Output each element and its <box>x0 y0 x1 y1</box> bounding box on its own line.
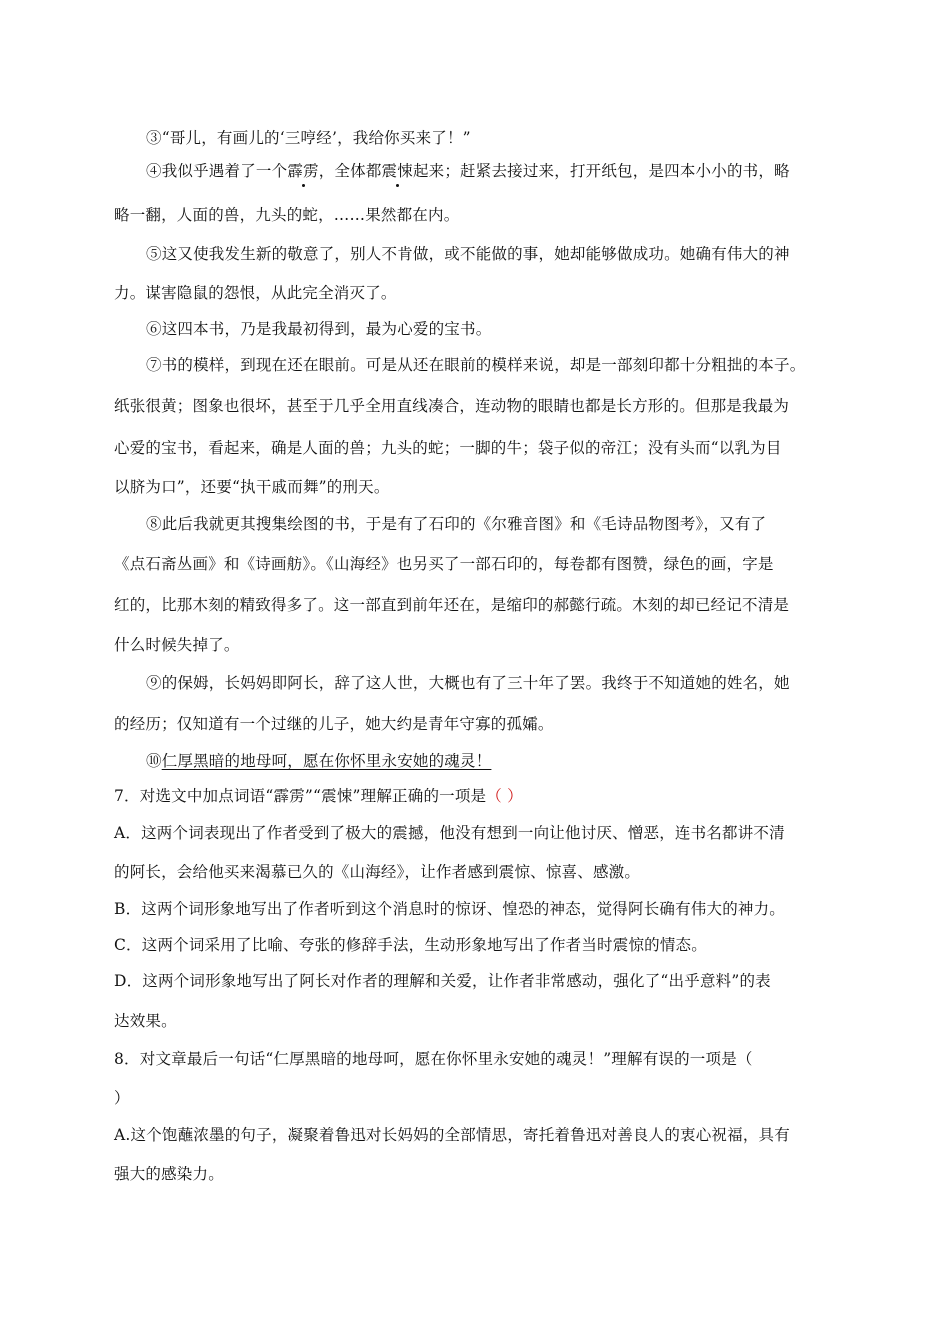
question-7-stem <box>114 785 844 807</box>
paragraph-10 <box>146 750 844 772</box>
paragraph-4-line-2: 略一翻，人面的兽，九头的蛇，……果然都在内。 <box>114 206 460 224</box>
paragraph-7-line-3: 心爱的宝书，看起来，确是人面的兽；九头的蛇；一脚的牛；袋子似的帝江；没有头而“以乳为目 <box>114 439 782 457</box>
paragraph-9-line-2: 的经历；仅知道有一个过继的儿子，她大约是青年守寡的孤孀。 <box>114 715 554 733</box>
paragraph-8-line-1: ⑧此后我就更其搜集绘图的书，于是有了石印的《尔雅音图》和《毛诗品物图考》，又有了 <box>146 515 767 533</box>
paragraph-5-line-2: 力。谋害隐鼠的怨恨，从此完全消灭了。 <box>114 284 397 302</box>
question-7-option-c: C．这两个词采用了比喻、夸张的修辞手法，生动形象地写出了作者当时震惊的情态。 <box>114 936 707 954</box>
question-7-option-a-line-2: 的阿长，会给他买来渴慕已久的《山海经》，让作者感到震惊、惊喜、感激。 <box>114 863 641 881</box>
paragraph-7-line-1: ⑦书的模样，到现在还在眼前。可是从还在眼前的模样来说，却是一部刻印都十分粗拙的本子。 <box>146 356 806 374</box>
paragraph-6: ⑥这四本书，乃是我最初得到，最为心爱的宝书。 <box>146 320 492 338</box>
paragraph-number: ⑩ <box>146 752 162 770</box>
question-8-option-a-line-2: 强大的感染力。 <box>114 1165 224 1183</box>
question-7-option-b: B．这两个词形象地写出了作者听到这个消息时的惊讶、惶恐的神态，觉得阿长确有伟大的神力。 <box>114 900 785 918</box>
paragraph-5-line-1: ⑤这又使我发生新的敬意了，别人不肯做，或不能做的事，她却能够做成功。她确有伟大的神 <box>146 245 790 263</box>
question-7-option-a-line-1: A．这两个词表现出了作者受到了极大的震撼，他没有想到一向让他讨厌、憎恶，连书名都讲不清 <box>114 824 785 842</box>
paragraph-9-line-1: ⑨的保姆，长妈妈即阿长，辞了这人世，大概也有了三十年了罢。我终于不知道她的姓名，她 <box>146 674 790 692</box>
dotted-word-pili <box>287 162 318 180</box>
question-8-option-a-line-1: A.这个饱蘸浓墨的句子，凝聚着鲁迅对长妈妈的全部情思，寄托着鲁迅对善良人的衷心祝福，具有 <box>114 1126 790 1144</box>
paragraph-8-line-4: 什么时候失掉了。 <box>114 636 240 654</box>
paragraph-8-line-2: 《点石斋丛画》和《诗画舫》。《山海经》也另买了一部石印的，每卷都有图赞，绿色的画，字是 <box>114 555 774 573</box>
paragraph-number: ④ <box>146 162 162 180</box>
paragraph-4-line-1 <box>146 160 844 182</box>
paragraph-7-line-2: 纸张很黄；图象也很坏，甚至于几乎全用直线凑合，连动物的眼睛也都是长方形的。但那是我最为 <box>114 397 790 415</box>
paragraph-8-line-3: 红的，比那木刻的精致得多了。这一部直到前年还在，是缩印的郝懿行疏。木刻的却已经记不清是 <box>114 596 790 614</box>
text-segment: 起来；赶紧去接过来，打开纸包，是四本小小的书，略 <box>412 162 790 180</box>
question-7-text: 7．对选文中加点词语“霹雳”“震悚”理解正确的一项是 <box>114 787 487 805</box>
text-segment: ，全体都 <box>318 162 382 180</box>
answer-blank: （ ） <box>486 787 523 805</box>
question-7-option-d-line-1: D．这两个词形象地写出了阿长对作者的理解和关爱，让作者非常感动，强化了“出乎意料”的表 <box>114 972 771 990</box>
question-7-option-d-line-2: 达效果。 <box>114 1012 177 1030</box>
paragraph-7-line-4: 以脐为口”，还要“执干戚而舞”的刑天。 <box>114 478 390 496</box>
question-8-stem-line-1: 8．对文章最后一句话“仁厚黑暗的地母呵，愿在你怀里永安她的魂灵！”理解有误的一项是（ <box>114 1050 753 1068</box>
question-8-stem-line-2: ） <box>114 1089 130 1107</box>
emphasis-dot-text: 霹雳 <box>287 162 319 180</box>
paragraph-3: ③“哥儿，有画儿的‘三哼经’，我给你买来了！” <box>146 129 471 147</box>
text-segment: 我似乎遇着了一个 <box>161 162 288 180</box>
dotted-word-zhensong: 震悚 <box>381 162 413 180</box>
underlined-sentence: 仁厚黑暗的地母呵，愿在你怀里永安她的魂灵！ <box>161 752 492 770</box>
